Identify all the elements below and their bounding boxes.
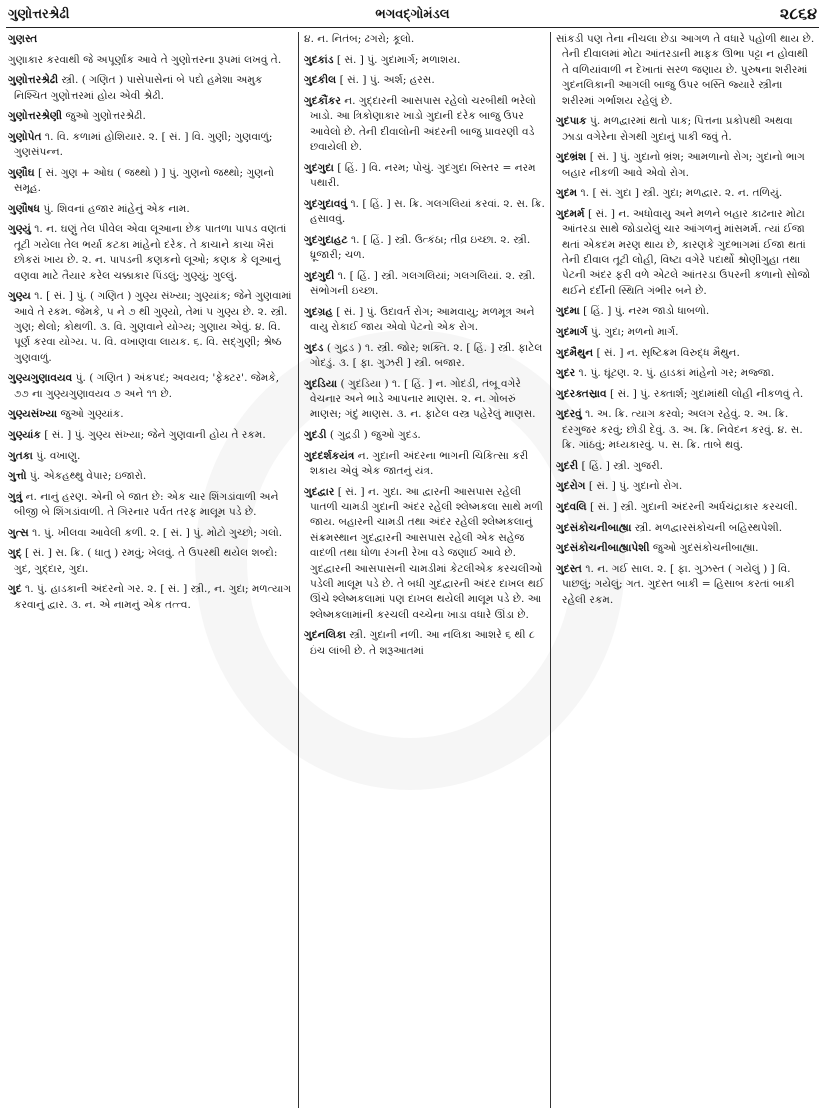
entry-definition: જુઓ ગુણ્યાંક. xyxy=(60,408,124,421)
entry-definition: [ સં. ] સ. ક્રિ. ( ધાતુ ) રમવું; ખેલવું. તે ઉપરથી થયેલ શબ્દો: ગુદ, ગુદ્દાર, ગુદા. xyxy=(14,547,278,575)
entry-headword: ગુણૌઘ xyxy=(8,166,35,179)
entry-headword: ગુદનલિકા xyxy=(304,629,347,642)
dictionary-entry xyxy=(8,32,294,47)
entry-definition: [ હિં. ] સ્ત્રી. ગુજરી. xyxy=(581,459,664,472)
dictionary-entry xyxy=(304,377,546,423)
entry-headword: ગુણ્યું xyxy=(8,223,31,236)
dictionary-entry xyxy=(8,371,294,402)
dictionary-entry xyxy=(8,53,294,68)
dictionary-entry xyxy=(556,366,817,381)
entry-definition: ( ગુદ્રડી ) જુઓ ગુદડ. xyxy=(329,429,421,441)
entry-definition: પું. શિવનાં હજાર માંહેનું એક નામ. xyxy=(43,202,190,215)
running-head-left: ગુણોત્તરશ્રેઢી xyxy=(8,7,70,22)
entry-definition: [ સં. ગુણ + ઓઘ ( જથ્થો ) ] પું. ગુણનો જથ્થો; ગુણનો સમૂહ. xyxy=(14,166,274,195)
entry-definition: ૧. [ સં. ] પું. ( ગણિત ) ગુણ્ય સંખ્યા; ગુણ્યાંક; જેને ગુણવામાં આવે તે રકમ. જેમકે, ૫ ને ૭ થી ગુણ્યો, તેમાં ૫ ગુણ્ય છે. ૨. સ્ત્રી. ગુણ; થેલો; કોથળી. ૩. વિ. ગુણવાને યોગ્ય; ગુણાય એવું. ૪. વિ. પૂર્ણ કરવા યોગ્ય. ૫. વિ. વખાણવા લાયક. ૬. વિ. સદ્ગુણી; શ્રેષ્ઠ ગુણવાળું. xyxy=(14,290,292,364)
entry-headword: ગુણૌષધ xyxy=(8,202,40,215)
dictionary-entry xyxy=(8,407,294,422)
entry-definition: [ હિં. ] વિ. નરમ; પોચું. ગુદગુદા બિસ્તર = નરમ પથારી. xyxy=(310,161,536,189)
dictionary-entry xyxy=(304,305,546,336)
entry-headword: ગુણસ્ત xyxy=(8,33,38,45)
entry-headword: ગુદરક્તસ્રાવ xyxy=(556,387,607,400)
entry-definition: ૧. [ હિં. ] સ્ત્રી. ગલગલિયાં; ગલગલિયાં. ૨. સ્ત્રી. સંભોગની ઇચ્છા. xyxy=(310,269,536,297)
column-divider xyxy=(550,32,551,1108)
entry-headword: ગુદર xyxy=(556,367,576,380)
entry-headword: ગુત્તો xyxy=(8,470,27,483)
entry-definition: [ સં. ] ન. ગુદા. આ દ્વારની આસપાસ રહેલી પાતળી ચામડી ગુદાની અંદર રહેલી શ્લેષ્મકલા સાથે મળી જાય. બહારની ચામડી તથા અંદર રહેલી શ્લેષ્મકલાનું સંક્રમસ્થાન ગુદદ્વારની આસપાસ રહેલી એક સહેજ વાદળી તથા ધોળા રંગની રેખા વડે જણાઈ આવે છે. ગુદદ્વારની આસપાસની ચામડીમાં કેટલીએક કરચલીઓ પડેલી માલૂમ પડે છે. તે બધી ગુદદ્વારની અંદર દાખલ થઈ ઊંચે શ્લેષ્મકલામાં પણ દાખલ થયેલી માલૂમ પડે છે. આ શ્લેષ્મકલામાંની કરચલી વચ્ચેના ખાડા વધારે ઊંડા છે. xyxy=(310,485,545,621)
entry-definition: જુઓ ગુદસંકોચનીબાહ્યા. xyxy=(652,542,759,555)
dictionary-entry xyxy=(8,289,294,366)
entry-headword: ગુદસંકોચનીબાહ્યાપેશી xyxy=(556,542,650,555)
dictionary-entry xyxy=(8,526,294,541)
entry-headword: ગુણ્યગુણાવયવ xyxy=(8,372,73,385)
entry-definition: ૧. [ હિં. ] સ. ક્રિ. ગલગલિયાં કરવાં. ૨. સ. ક્રિ. હસાવવું. xyxy=(310,197,545,225)
entry-definition: [ સં. ] ન. સૃષ્ટિક્રમ વિરુદ્ધ મૈથુન. xyxy=(596,346,740,359)
dictionary-entry xyxy=(8,469,294,484)
entry-headword: ગુતકા xyxy=(8,449,33,462)
entry-headword: ગુત્રું xyxy=(8,490,23,503)
dictionary-entry xyxy=(556,407,817,453)
entry-definition: સ્ત્રી. ( ગણિત ) પાસેપાસેનાં બે પદો હમેશા અમુક નિશ્ચિત ગુણોત્તરમાં હોય એવી શ્રેઢી. xyxy=(14,74,263,102)
entry-definition: પું. વખાણુ. xyxy=(36,449,81,462)
column-2 xyxy=(304,32,546,1108)
entry-definition: ગુણાકાર કરવાથી જે અપૂર્ણાંક આવે તે ગુણોત્તરના રૂપમાં લખવું તે. xyxy=(8,53,282,66)
entry-definition: ૧. વિ. કળામાં હોશિયાર. ૨. [ સં. ] વિ. ગુણી; ગુણવાળું; ગુણસંપન્ન. xyxy=(14,130,273,159)
entry-headword: ગુદડ xyxy=(304,341,324,354)
entry-definition: ૪. ન. નિતંબ; ઢગરો; કૂલો. xyxy=(304,33,415,45)
entry-definition: સાંકડી પણ તેના નીચલા છેડા આગળ તે વધારે પહોળી થાય છે. તેની દીવાલમાં મોટા આંતરડાની માફક ઊભા પટ્ટા ન હોવાથી તે વળિયાંવાળી ન દેખાતાં સરળ જણાય છે. પુરુષના શરીરમાં ગુદનલિકાની આગલી બાજુ ઉપર બસ્તિ જ્યારે સ્ત્રીના શરીરમાં ગર્ભાશય રહેલું છે. xyxy=(556,33,815,107)
entry-definition: [ સં. ] પું. ગુણ્ય સંખ્યા; જેને ગુણવાની હોય તે રકમ. xyxy=(44,429,266,441)
dictionary-entry xyxy=(8,166,294,197)
entry-definition: ૧. ન. ઘણું તેલ પીવેલ એવા લૂઆના છેક પાતળા પાપડ વણતાં તૂટી ગયેલા તેલ ભર્યા કટકા માંહેનો દરેક. તે કાચાને કાચા ખૈરાં છોકરાં ખાય છે. ૨. ન. પાપડની કણકનો લૂઓ; કણક કે લૂઆનું વણવા માટે તૈયાર કરેલ ચક્કાકાર પિંડલું; ગુણ્યું; ગુલ્લું. xyxy=(14,223,287,282)
dictionary-entry xyxy=(8,449,294,464)
dictionary-entry xyxy=(8,130,294,161)
dictionary-entry xyxy=(304,269,546,300)
entry-headword: ગુદદ્વાર xyxy=(304,485,335,498)
header-rule xyxy=(6,27,819,28)
entry-definition: ( ગુદ્રડ ) ૧. સ્ત્રી. જોર; શક્તિ. ૨. [ હિં. ] સ્ત્રી. ફાટેલ ગોદડું. ૩. [ ફા. ગુઝરી ] સ્ત્રી. બજાર. xyxy=(310,341,543,369)
entry-headword: ગુદકીલ xyxy=(304,74,337,87)
dictionary-entry xyxy=(304,161,546,192)
entry-headword: ગુણોપેત xyxy=(8,130,42,143)
dictionary-entry xyxy=(556,186,817,201)
dictionary-entry xyxy=(8,73,294,104)
entry-headword: ગુદગુદી xyxy=(304,269,335,282)
dictionary-entry xyxy=(556,479,817,494)
dictionary-entry xyxy=(556,32,817,109)
entry-headword: ગુણોત્તરશ્રેઢી xyxy=(8,74,59,87)
dictionary-entry xyxy=(556,150,817,181)
entry-headword: ગુદગુદાવવું xyxy=(304,197,348,210)
page-header xyxy=(8,4,817,26)
entry-headword: ગુદવલિ xyxy=(556,501,587,513)
entry-headword: ગુદગ્રહ xyxy=(304,305,333,318)
book-title: ભગવદ્ગોમંડલ xyxy=(375,7,450,22)
dictionary-entry xyxy=(556,304,817,319)
entry-headword: ગુત્સ xyxy=(8,526,29,539)
dictionary-entry xyxy=(556,387,817,402)
entry-headword: ગુણ્ય xyxy=(8,290,31,303)
page-number: ૨૮૬૪ xyxy=(779,4,817,23)
dictionary-entry xyxy=(556,459,817,474)
dictionary-entry xyxy=(556,346,817,361)
dictionary-entry xyxy=(304,341,546,372)
entry-definition: [ સં. ] પું. ગુદામાર્ગ; મળાશય. xyxy=(336,53,461,66)
entry-headword: ગુદભ્રંશ xyxy=(556,151,587,164)
dictionary-entry xyxy=(8,202,294,217)
entry-definition: પું. મળદ્વારમાં થતો પાક; પિત્તના પ્રકોપથી અથવા ઝાડા વગેરેના રોગથી ગુદાનું પાકી જવું તે. xyxy=(562,115,793,143)
dictionary-entry xyxy=(8,490,294,521)
entry-definition: ૧. [ હિં. ] સ્ત્રી. ઉત્કંઠા; તીવ્ર ઇચ્છા. ૨. સ્ત્રી. ધ્રૂજારી; ચળ. xyxy=(310,233,531,261)
entry-headword: ગુદરી xyxy=(556,459,579,472)
dictionary-entry xyxy=(556,562,817,608)
entry-definition: પું. ( ગણિત ) અંકપદ; અવયવ; 'ફેક્ટર'. જેમકે, ૭૭ ના ગુણ્યગુણાવયવ ૭ અને ૧૧ છે. xyxy=(14,372,280,400)
entry-headword: ગુદસ્ત xyxy=(556,562,582,575)
entry-definition: સ્ત્રી. મળદ્વારસંકોચની બહિસ્થપેશી. xyxy=(634,521,783,534)
dictionary-entry xyxy=(304,449,546,480)
dictionary-entry xyxy=(8,582,294,613)
dictionary-entry xyxy=(556,500,817,515)
entry-definition: ૧. પું. ખીલવા આવેલી કળી. ૨. [ સં. ] પું. મોટો ગુચ્છો; ગલો. xyxy=(32,526,283,539)
dictionary-entry xyxy=(8,546,294,577)
entry-headword: ગુણ્યસંખ્યા xyxy=(8,408,58,421)
dictionary-entry xyxy=(556,521,817,536)
entry-definition: [ હિં. ] પું. નરમ જાડો ધાબળો. xyxy=(583,305,710,318)
dictionary-entry xyxy=(304,485,546,624)
entry-definition: [ સં. ] પું. રક્તાર્શ; ગુદામાંથી લોહી નીકળવું તે. xyxy=(609,387,804,400)
entry-headword: ગુદકૌંકર xyxy=(304,94,341,107)
dictionary-entry xyxy=(8,222,294,284)
entry-definition: [ સં. ] સ્ત્રી. ગુદાની અંદરની અર્ધચંદ્રાકાર કરચલી. xyxy=(590,501,798,513)
entry-definition: [ સં. ] પું. ગુદાનો ભ્રંશ; આમળાનો રોગ; ગુદાનો ભાગ બહાર નીકળી આવે એવો રોગ. xyxy=(562,151,805,179)
entry-definition: ૧. પું. ઘૂંટણ. ૨. પું. હાડકાં માંહેનો ગર; મજ્જા. xyxy=(578,367,775,380)
entry-headword: ગુદગુદા xyxy=(304,161,334,174)
dictionary-entry xyxy=(304,233,546,264)
entry-headword: ગુદ xyxy=(8,583,22,596)
dictionary-entry xyxy=(304,628,546,659)
entry-headword: ગુદમ xyxy=(556,187,578,200)
dictionary-entry xyxy=(304,428,546,443)
entry-headword: ગુણોત્તરશ્રેણી xyxy=(8,110,63,123)
entry-headword: ગુદસંકોચનીબાહ્યા xyxy=(556,521,632,534)
column-1 xyxy=(8,32,294,1108)
entry-definition: [ સં. ] પું. ગુદાનો રોગ. xyxy=(588,480,683,493)
dictionary-entry xyxy=(556,541,817,556)
entry-definition: ( ગુદડિયા ) ૧. [ હિં. ] ન. ગોદડી, તંબૂ વગેરે વેચનાર અને ભાડે આપનાર માણસ. ૨. ન. ગોબરું માણસ; ગંદું માણસ. ૩. ન. ફાટેલ વસ્ત્ર પહેરેલું માણસ. xyxy=(310,377,536,421)
entry-headword: ગુદ્ xyxy=(8,547,22,560)
entry-definition: [ સં. ] પું. ઉદાવર્ત રોગ; આમવાયુ; મળમૂત્ર અને વાયુ રોકાઈ જાય એવો પેટનો એક રોગ. xyxy=(310,305,535,333)
entry-definition: ૧. [ સં. ગુદા ] સ્ત્રી. ગુદા; મળદ્વાર. ૨. ન. તળિયું. xyxy=(580,187,783,200)
column-divider xyxy=(298,32,299,1108)
dictionary-entry xyxy=(304,53,546,68)
entry-definition: ન. ગુદ્દારની આસપાસ રહેલો ચરબીથી ભરેલો ખાડો. આ ત્રિકોણાકાર ખાડો ગુદાની દરેક બાજુ ઉપર આવેલો છે. તેની દીવાલોની અંદરની બાજુ પ્રાવરણી વડે છવાયેલી છે. xyxy=(310,94,536,153)
entry-definition: ૧. અ. ક્રિ. ત્યાગ કરવો; અલગ રહેવું. ૨. અ. ક્રિ. દરગુજર કરવું; છોડી દેવું. ૩. અ. ક્રિ. નિવેદન કરવું. ૪. સ. ક્રિ. ગાંઠવું; મધ્યકારવું. ૫. સ. ક્રિ. તાબે થવું. xyxy=(562,408,803,452)
entry-headword: ગુણ્યાંક xyxy=(8,429,41,441)
entry-definition: પું. ગુદા; મળનો માર્ગ. xyxy=(590,326,679,339)
entry-headword: ગુદડિયા xyxy=(304,377,338,390)
entry-definition: પું. એકહથ્થુ વેપાર; ઇજારો. xyxy=(29,470,147,483)
entry-headword: ગુદગુદાહટ xyxy=(304,233,348,246)
entry-definition: ન. નાનું હરણ. એની બે જાત છે: એક ચાર શિંગડાંવાળી અને બીજી બે શિંગડાંવાળી. તે ગિરનાર પર્વત તરફ માલૂમ પડે છે. xyxy=(14,490,279,519)
entry-headword: ગુદમર્મ xyxy=(556,207,585,220)
entry-headword: ગુદરવું xyxy=(556,408,582,421)
entry-definition: [ સં. ] પું. અર્શ; હરસ. xyxy=(339,74,435,87)
entry-definition: જુઓ ગુણોત્તરશ્રેઢી. xyxy=(65,110,146,123)
entry-headword: ગુદપાક xyxy=(556,115,587,128)
entry-headword: ગુદમાર્ગ xyxy=(556,326,588,339)
dictionary-entry xyxy=(304,94,546,156)
dictionary-entry xyxy=(304,73,546,88)
dictionary-entry xyxy=(556,325,817,340)
entry-definition: ૧. પું. હાડકાની અંદરનો ગર. ૨. [ સં. ] સ્ત્રી., ન. ગુદા; મળત્યાગ કરવાનું દ્વાર. ૩. ન. એ નામનું એક તત્ત્વ. xyxy=(14,583,292,611)
entry-headword: ગુદડી xyxy=(304,429,327,441)
entry-definition: [ સં. ] ન. અધોવાયુ અને મળને બહાર કાઢનાર મોટા આંતરડા સાથે જોડાયેલું ચાર આંગળનું માંસમર્મ. ત્યાં ઈજા થતાં એકદમ મરણ થાય છે, કારણકે ગુદભાગમાં ઈજા થતાં તેની દીવાલ તૂટી લોહી, વિષ્ટા વગેરે પદાર્થો શ્રોણીગુહા તથા પેટની અંદર ફરી વળે એટલે આંતરડા ઉપરની કળાનો સોજો થઈને દર્દીની સ્થિતિ ગંભીર બને છે. xyxy=(562,207,811,297)
dictionary-entry xyxy=(8,109,294,124)
entry-headword: ગુદમા xyxy=(556,305,580,318)
dictionary-entry xyxy=(304,32,546,47)
dictionary-entry xyxy=(8,428,294,443)
entry-headword: ગુદદર્શકયંત્ર xyxy=(304,449,355,462)
column-3 xyxy=(556,32,817,1108)
dictionary-entry xyxy=(304,197,546,228)
entry-definition: ૧. ન. ગઈ સાલ. ૨. [ ફા. ગુઝસ્ત ( ગયેલું ) ] વિ. પાછલું; ગયેલું; ગત. ગુદસ્ત બાકી = હિસાબ કરતાં બાકી રહેલી રકમ. xyxy=(562,562,795,606)
entry-headword: ગુદરોગ xyxy=(556,480,586,493)
entry-definition: સ્ત્રી. ગુદાની નળી. આ નલિકા આશરે ૬ થી ૮ ઇંચ લાંબી છે. તે શરૂઆતમાં xyxy=(310,629,535,657)
dictionary-entry xyxy=(556,207,817,299)
entry-definition: ન. ગુદાની અંદરના ભાગની ચિકિત્સા કરી શકાય એવું એક જાતનું યંત્ર. xyxy=(310,449,529,477)
dictionary-entry xyxy=(556,114,817,145)
entry-headword: ગુદકાંડ xyxy=(304,53,334,66)
entry-headword: ગુદમૈથુન xyxy=(556,346,594,359)
